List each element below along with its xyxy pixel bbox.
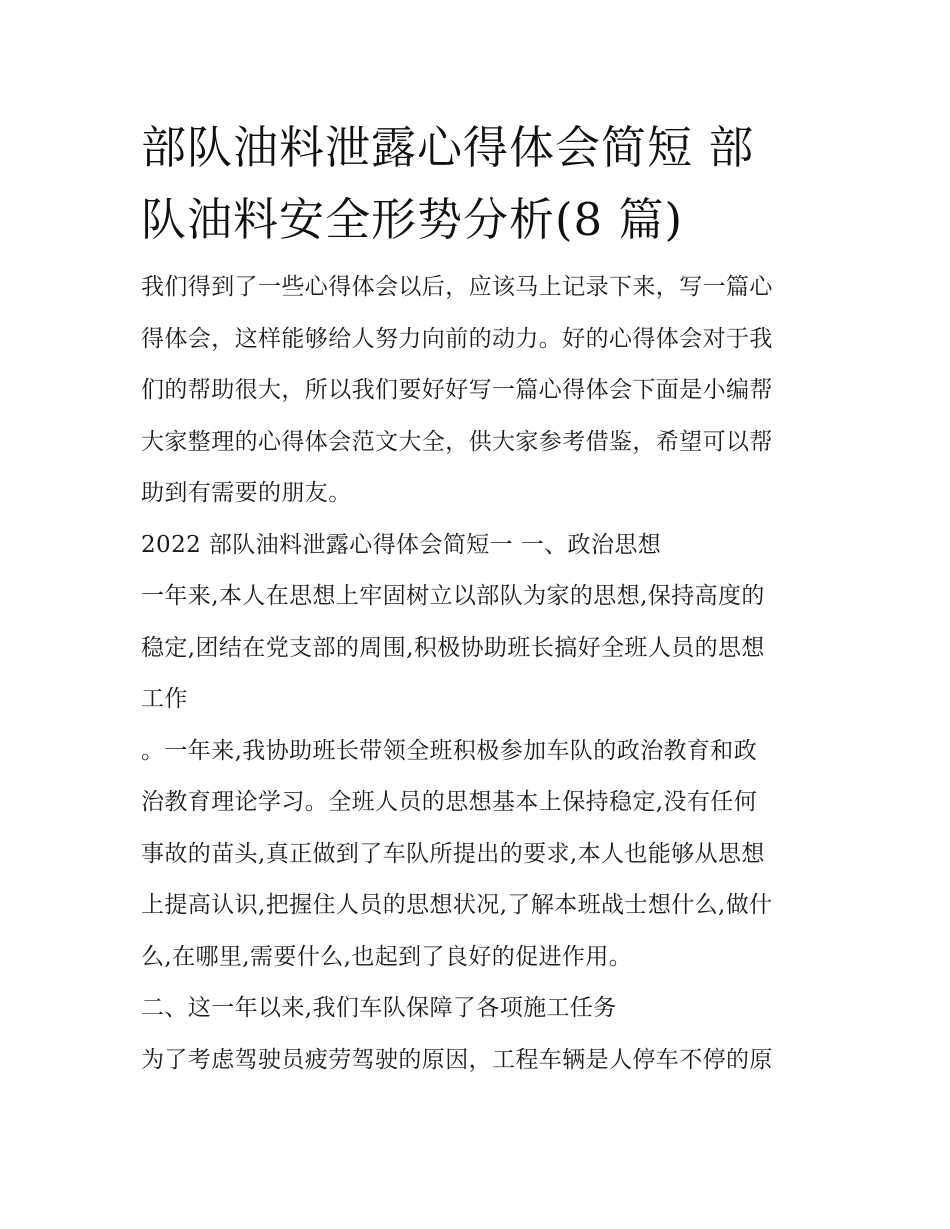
subheading-2 [141, 983, 813, 1035]
title-line-1: 部队油料泄露心得体会简短 部 [141, 121, 755, 174]
intro-line: 大家整理的心得体会范文大全，供大家参考借鉴，希望可以帮 [141, 428, 773, 455]
intro-line: 助到有需要的朋友。 [141, 480, 352, 506]
paragraph-1 [141, 571, 813, 726]
paragraph-line: 为了考虑驾驶员疲劳驾驶的原因，工程车辆是人停车不停的原 [141, 1046, 773, 1073]
intro-line: 我们得到了一些心得体会以后，应该马上记录下来，写一篇心 [141, 274, 773, 300]
intro-paragraph [141, 262, 813, 520]
title-line-2: 队油料安全形势分析(8 篇) [141, 193, 684, 246]
paragraph-line: 治教育理论学习。全班人员的思想基本上保持稳定,没有任何 [141, 789, 758, 815]
intro-line: 得体会，这样能够给人努力向前的动力。好的心得体会对于我 [141, 325, 773, 352]
section-heading-text: 2022 部队油料泄露心得体会简短一 一、政治思想 [141, 531, 662, 558]
paragraph-3 [141, 1035, 813, 1087]
paragraph-line: 工作 [141, 686, 188, 712]
document-page [141, 112, 813, 1086]
paragraph-line: 。一年来,我协助班长带领全班积极参加车队的政治教育和政 [141, 737, 758, 764]
paragraph-2 [141, 726, 813, 984]
paragraph-line: 上提高认识,把握住人员的思想状况,了解本班战士想什么,做什 [141, 892, 773, 918]
paragraph-line: 事故的苗头,真正做到了车队所提出的要求,本人也能够从思想 [141, 840, 765, 867]
subheading-2-text: 二、这一年以来,我们车队保障了各项施工任务 [141, 995, 617, 1021]
paragraph-line: 一年来,本人在思想上牢固树立以部队为家的思想,保持高度的 [141, 583, 765, 609]
paragraph-line: 稳定,团结在党支部的周围,积极协助班长搞好全班人员的思想 [141, 634, 765, 661]
document-title [141, 112, 813, 256]
intro-line: 们的帮助很大，所以我们要好好写一篇心得体会下面是小编帮 [141, 377, 773, 403]
section-heading [141, 520, 813, 572]
paragraph-line: 么,在哪里,需要什么,也起到了良好的促进作用。 [141, 943, 633, 970]
